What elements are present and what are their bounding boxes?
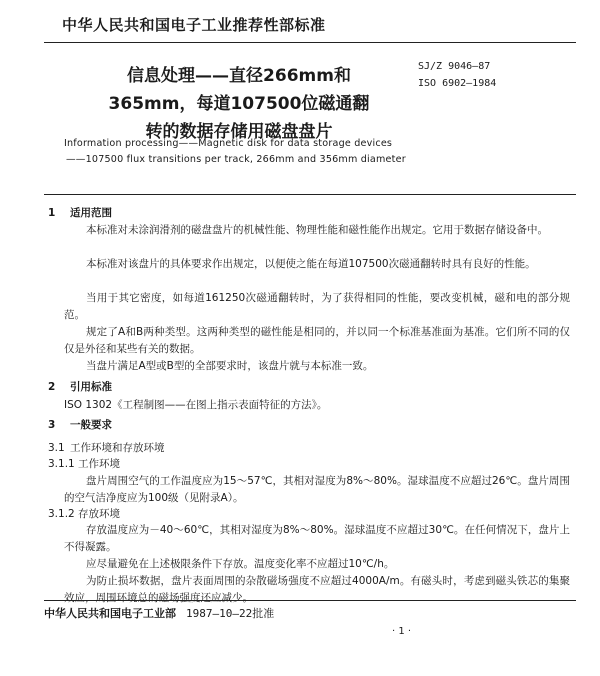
- page-number: · 1 ·: [392, 626, 412, 637]
- footer-approval-date: 1987—10—22批准: [186, 607, 275, 620]
- paragraph: 存放温度应为－40～60℃，其相对湿度为8%～80%。湿球温度不应超过30℃。在任何情况下，盘片上不得凝露。: [64, 524, 570, 553]
- subsection-3-1-2-heading: [48, 506, 120, 521]
- paragraph: 盘片周围空气的工作温度应为15～57℃，其相对湿度为8%～80%。湿球温度不应超过26℃。盘片周围的空气洁净度应为100级（见附录A）。: [64, 475, 570, 504]
- section-title: 一般要求: [70, 419, 112, 431]
- footer-ministry: 中华人民共和国电子工业部: [44, 607, 176, 620]
- subsection-3-1-1-heading: [48, 456, 120, 471]
- subsection-title: 工作环境和存放环境: [70, 442, 165, 454]
- section-3-heading: [48, 417, 112, 432]
- paragraph: 为防止损坏数据，盘片表面周围的杂散磁场强度不应超过4000A/m。有磁头时，考虑到磁头铁芯的集聚效应，周围环境总的磁场强度还应减少。: [64, 575, 570, 604]
- title-cn-line-1: 信息处理——直径266mm和: [127, 66, 351, 86]
- title-rule: [44, 194, 576, 195]
- document-header: 中华人民共和国电子工业推荐性部标准: [62, 16, 326, 34]
- section-2-heading: [48, 379, 112, 394]
- paragraph: ISO 1302《工程制图——在图上指示表面特征的方法》。: [64, 399, 328, 411]
- sj-number: SJ/Z 9046—87: [418, 61, 491, 72]
- section-number: 3: [48, 419, 56, 431]
- paragraph: 规定了A和B两种类型。这两种类型的磁性能是相同的，并以同一个标准基准面为基准。它们所不同的仅仅是外径和某些有关的数据。: [64, 326, 570, 355]
- subsection-title: 存放环境: [78, 508, 120, 520]
- paragraph: 当盘片满足A型或B型的全部要求时，该盘片就与本标准一致。: [86, 360, 374, 372]
- footer-rule: [44, 600, 576, 601]
- title-en-line-1: Information processing——Magnetic disk for data storage devices: [64, 138, 393, 149]
- title-cn-line-2: 365mm，每道107500位磁通翻: [108, 94, 370, 114]
- subsection-number: 3.1.1: [48, 458, 75, 470]
- title-cn: [84, 62, 394, 146]
- iso-number: ISO 6902—1984: [418, 78, 497, 89]
- paragraph: 本标准对该盘片的具体要求作出规定，以便使之能在每道107500次磁通翻转时具有良好的性能。: [86, 258, 536, 270]
- section-number: 1: [48, 207, 56, 219]
- section-title: 引用标准: [70, 381, 112, 393]
- subsection-title: 工作环境: [78, 458, 120, 470]
- section-title: 适用范围: [70, 207, 112, 219]
- paragraph: 应尽量避免在上述极限条件下存放。温度变化率不应超过10℃/h。: [86, 558, 395, 570]
- subsection-3-1-heading: [48, 440, 165, 455]
- title-cn-line-3: 转的数据存储用磁盘盘片: [145, 122, 333, 142]
- title-en: [64, 136, 574, 168]
- section-number: 2: [48, 381, 56, 393]
- title-en-line-2: ——107500 flux transitions per track, 266mm and 356mm diameter: [66, 154, 406, 165]
- subsection-number: 3.1.2: [48, 508, 75, 520]
- standard-numbers: [418, 58, 496, 92]
- header-rule: [44, 42, 576, 43]
- paragraph: 当用于其它密度，如每道161250次磁通翻转时，为了获得相同的性能，要改变机械，磁和电的部分规范。: [64, 292, 570, 321]
- section-1-heading: [48, 205, 112, 220]
- paragraph: 本标准对未涂润滑剂的磁盘盘片的机械性能、物理性能和磁性能作出规定。它用于数据存储设备中。: [86, 224, 548, 236]
- subsection-number: 3.1: [48, 442, 65, 454]
